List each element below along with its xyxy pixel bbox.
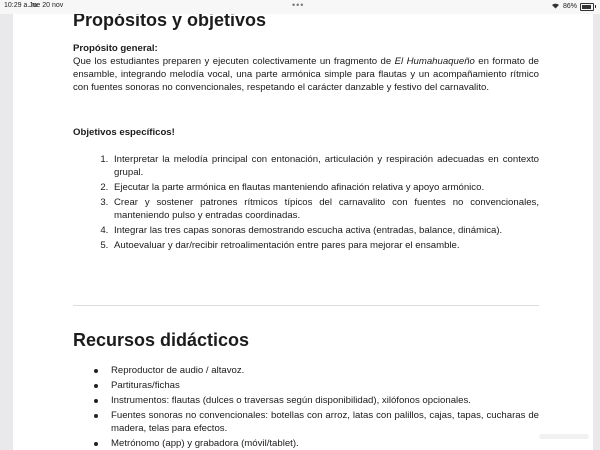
objective-item: 4. Integrar las tres capas sonoras demostrando escucha activa (entradas, balance, dinámica). [111, 224, 539, 237]
wifi-icon [551, 2, 560, 11]
resource-item: Reproductor de audio / altavoz. [111, 364, 539, 377]
objective-item: 5. Autoevaluar y dar/recibir retroalimentación entre pares para mejorar el ensamble. [111, 239, 539, 252]
objectives-list [73, 153, 539, 254]
section-title-purposes: Propósitos y objetivos [73, 14, 267, 30]
battery-icon [580, 3, 594, 11]
section-divider [73, 305, 539, 306]
scroll-indicator[interactable] [539, 434, 589, 439]
resource-item: Partituras/fichas [111, 379, 539, 392]
resource-item: Fuentes sonoras no convencionales: botellas con arroz, latas con palillos, cajas, tapas, cucharas de madera, telas para efectos. [111, 410, 539, 434]
general-text-before: Que los estudiantes preparen y ejecuten colectivamente un fragmento de [73, 56, 395, 67]
section-title-resources: Recursos didácticos [73, 330, 250, 350]
resources-list [73, 364, 539, 450]
resource-item: Instrumentos: flautas (dulces o traversas según disponibilidad), xilófonos opcionales. [111, 394, 539, 407]
battery-percent: 86% [562, 3, 577, 10]
general-purpose-label: Propósito general: [73, 43, 158, 54]
objective-item: 3. Crear y sostener patrones rítmicos típicos del carnavalito con fuentes no convencionales, manteniendo pulso y entradas coordinadas. [111, 196, 539, 222]
work-title: El Humahuaqueño [394, 56, 475, 67]
general-text-after: en formato de ensamble, integrando melodía vocal, una parte armónica simple para flautas y un acompañamiento rítmico con fuentes sonoras no convencionales, respetando el carácter danzable y festivo del carnavalito. [73, 56, 539, 93]
battery-fill [582, 5, 591, 9]
objective-item: 1. Interpretar la melodía principal con entonación, articulación y respiración adecuadas en contexto grupal. [111, 153, 539, 179]
status-bar [0, 0, 600, 14]
general-purpose-block [73, 42, 539, 94]
status-right [551, 2, 594, 11]
specific-objectives-label: Objetivos específicos! [73, 127, 175, 138]
status-time: 10:29 a. m. [4, 2, 40, 9]
general-purpose-text [73, 55, 539, 94]
objective-item: 2. Ejecutar la parte armónica en flautas manteniendo afinación relativa y apoyo armónico. [111, 181, 539, 194]
document-page[interactable] [13, 14, 593, 450]
multitasking-dots-icon[interactable]: ••• [292, 0, 305, 10]
status-date: Jue 20 nov [29, 2, 64, 9]
resource-item: Metrónomo (app) y grabadora (móvil/tablet). [111, 437, 539, 450]
